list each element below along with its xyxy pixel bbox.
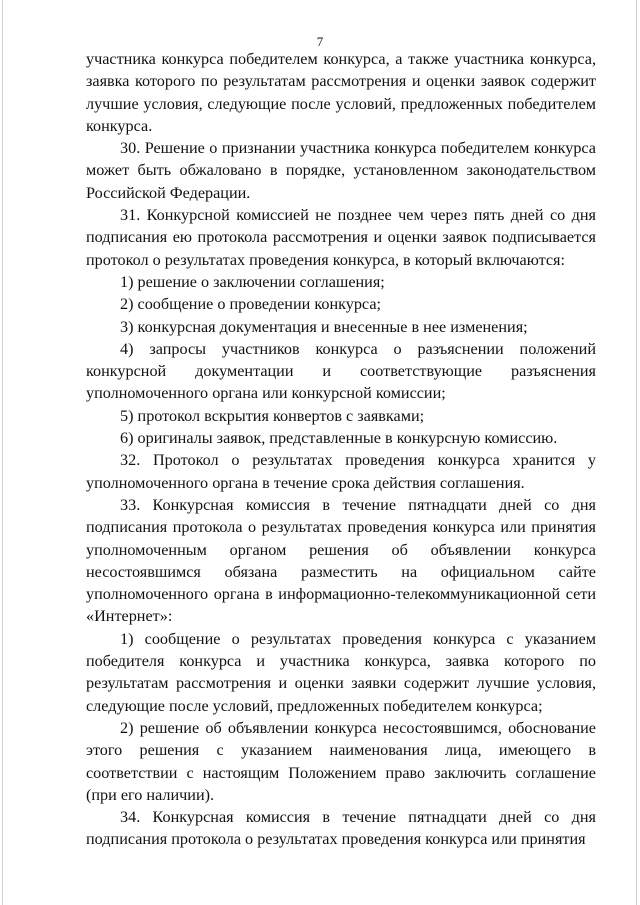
- list-item: 2) решение об объявлении конкурса несостоявшимся, обоснование этого решения с указанием наименования лица, имеющего в соответствии с настоящим Положением право заключить соглашение (при его наличии).: [86, 718, 596, 804]
- scan-edge-left: [2, 0, 3, 905]
- list-item: 6) оригиналы заявок, представленные в конкурсную комиссию.: [120, 429, 558, 448]
- paragraph: 30. Решение о признании участника конкурса победителем конкурса может быть обжаловано в порядке, установленном законодательством Российской Федерации.: [86, 139, 596, 202]
- list-item: 5) протокол вскрытия конвертов с заявками;: [120, 406, 425, 425]
- page-number: 7: [316, 34, 324, 49]
- list-item: 1) сообщение о результатах проведения конкурса с указанием победителя конкурса и участника конкурса, заявка которого по результатам рассмотрения и оценки заявки содержит лучшие условия, следующие после условий, предложенных победителем конкурса;: [86, 629, 596, 715]
- document-body: [86, 48, 596, 851]
- list-item: 3) конкурсная документация и внесенные в нее изменения;: [120, 317, 528, 336]
- paragraph: 33. Конкурсная комиссия в течение пятнадцати дней со дня подписания протокола о результатах проведения конкурса или принятия уполномоченным органом решения об объявлении конкурса несостоявшимся обязана разместить на официальном сайте уполномоченного органа в информационно-телекоммуникационной сети «Интернет»:: [86, 495, 596, 626]
- paragraph: 31. Конкурсной комиссией не позднее чем через пять дней со дня подписания ею протокола рассмотрения и оценки заявок подписывается протокол о результатах проведения конкурса, в который включаются:: [86, 206, 596, 269]
- paragraph: 34. Конкурсная комиссия в течение пятнадцати дней со дня подписания протокола о результатах проведения конкурса или принятия: [86, 808, 596, 849]
- list-item: 1) решение о заключении соглашения;: [120, 272, 385, 291]
- scan-edge-right: [636, 0, 637, 905]
- paragraph: участника конкурса победителем конкурса, а также участника конкурса, заявка которого по результатам рассмотрения и оценки заявок содержит лучшие условия, следующие после условий, предложенных победителем конкурса.: [86, 50, 596, 135]
- list-item: 2) сообщение о проведении конкурса;: [120, 295, 381, 314]
- paragraph: 32. Протокол о результатах проведения конкурса хранится у уполномоченного органа в течение срока действия соглашения.: [86, 451, 596, 492]
- list-item: 4) запросы участников конкурса о разъяснении положений конкурсной документации и соответствующие разъяснения уполномоченного органа или конкурсной комиссии;: [86, 339, 596, 403]
